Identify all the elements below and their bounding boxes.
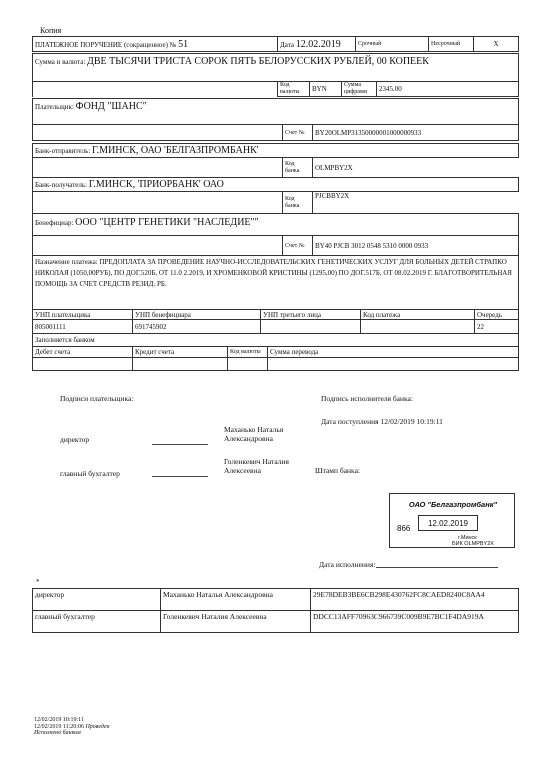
executed-date-line bbox=[376, 567, 498, 568]
stamp-city: г.Минск bbox=[458, 535, 477, 541]
third-party-unp bbox=[261, 320, 361, 334]
footer-line2-status: Проведен bbox=[85, 723, 110, 730]
amount-label: Сумма и валюта: bbox=[35, 58, 86, 66]
sender-bank-table bbox=[32, 143, 519, 178]
signer-name: Голенкевич Наталия Алексеевна bbox=[161, 611, 311, 633]
payment-code-label: Код платежа bbox=[361, 310, 475, 320]
purpose-label: Назначение платежа: bbox=[35, 258, 98, 266]
signer-role: главный бухгалтер bbox=[33, 611, 161, 633]
order-date-cell bbox=[278, 37, 356, 52]
signer-row bbox=[33, 611, 519, 633]
credit-label: Кредит счета bbox=[133, 347, 228, 358]
received-date bbox=[321, 417, 443, 426]
beneficiary-label: Бенефициар: bbox=[35, 219, 74, 227]
signer-row bbox=[33, 589, 519, 611]
date-label: Дата bbox=[280, 40, 294, 49]
beneficiary-name: ООО "ЦЕНТР ГЕНЕТИКИ "НАСЛЕДИЕ"" bbox=[75, 217, 259, 228]
non-urgent-label: Несрочный bbox=[429, 37, 474, 52]
purpose-table bbox=[32, 255, 519, 310]
amount-words: ДВЕ ТЫСЯЧИ ТРИСТА СОРОК ПЯТЬ БЕЛОРУССКИХ РУБЛЕЙ, 00 КОПЕЕК bbox=[87, 56, 429, 67]
beneficiary-unp-label: УНП бенефициара bbox=[133, 310, 261, 320]
accountant-name-line1: Голенкевич Наталия bbox=[224, 457, 289, 466]
asterisk: * bbox=[36, 578, 40, 586]
credit-value bbox=[133, 358, 228, 371]
director-signature-line bbox=[152, 444, 208, 445]
bank-fill-label: Заполняется банком bbox=[33, 334, 519, 347]
signer-role: директор bbox=[33, 589, 161, 611]
beneficiary-account-label: Счет № bbox=[283, 236, 313, 256]
sender-bank-code-label: Код банка bbox=[283, 158, 313, 178]
signer-hash: DDCC13AFF70963C966739C009B9E7BC1F4DA919A bbox=[311, 611, 519, 633]
accountant-name-line2: Алексеевна bbox=[224, 466, 261, 475]
sender-bank-label: Банк-отправитель: bbox=[35, 147, 91, 155]
beneficiary-unp: 691745902 bbox=[133, 320, 261, 334]
payer-unp-label: УНП плательщика bbox=[33, 310, 133, 320]
debit-label: Дебет счета bbox=[33, 347, 133, 358]
payer-cell bbox=[33, 99, 519, 125]
beneficiary-cell bbox=[33, 214, 519, 236]
urgent-label: Срочный bbox=[356, 37, 429, 52]
debit-value bbox=[33, 358, 133, 371]
order-title-label: ПЛАТЕЖНОЕ ПОРУЧЕНИЕ (сокращенное) № bbox=[35, 40, 177, 49]
stamp-label: Штамп банка: bbox=[315, 466, 360, 475]
received-label: Дата поступления bbox=[321, 417, 379, 426]
sender-bank-cell bbox=[33, 144, 519, 158]
receiver-bank-name: Г.МИНСК, 'ПРИОРБАНК' ОАО bbox=[88, 179, 224, 190]
sender-bank-code: OLMPBY2X bbox=[313, 158, 519, 178]
payer-account-label: Счет № bbox=[283, 125, 313, 141]
director-name bbox=[224, 425, 283, 443]
director-name-line2: Александровна bbox=[224, 434, 273, 443]
bank-fill-table bbox=[32, 333, 519, 371]
header-table bbox=[32, 36, 519, 52]
receiver-bank-label: Банк-получатель: bbox=[35, 181, 87, 189]
ids-table bbox=[32, 309, 519, 334]
bank-fill-currency-value bbox=[228, 358, 268, 371]
processing-footer bbox=[34, 717, 110, 737]
payer-name: ФОНД "ШАНС" bbox=[75, 101, 147, 112]
receiver-bank-table bbox=[32, 177, 519, 214]
sender-bank-name: Г.МИНСК, ОАО 'БЕЛГАЗПРОМБАНК' bbox=[92, 145, 259, 156]
director-label: директор bbox=[60, 435, 90, 444]
beneficiary-table bbox=[32, 213, 519, 256]
signer-hash: 29E78DEB3BE6CB298E430762FC8CAED8240C8AA4 bbox=[311, 589, 519, 611]
payer-account: BY20OLMP31350000001000000933 bbox=[313, 125, 519, 141]
payer-unp: 805001111 bbox=[33, 320, 133, 334]
footer-line1: 12/02/2019 10:19:11 bbox=[34, 717, 84, 723]
accountant-name bbox=[224, 457, 289, 475]
footer-line2-time: 12/02/2019 11:20:06 bbox=[34, 723, 84, 730]
stamp-bik: БИК OLMPBY2X bbox=[452, 541, 494, 547]
payment-code bbox=[361, 320, 475, 334]
transfer-amount-label: Сумма перевода bbox=[268, 347, 519, 358]
purpose-text-first: ПРЕДОПЛАТА ЗА ПРОВЕДЕНИЕ НАУЧНО-ИССЛЕДОВАТЕЛЬСКИХ bbox=[99, 258, 316, 266]
amount-table bbox=[32, 53, 519, 97]
purpose-cell bbox=[33, 256, 519, 310]
queue-label: Очередь bbox=[475, 310, 519, 320]
receiver-bank-code-label: Код банка bbox=[283, 192, 313, 214]
bank-stamp bbox=[389, 493, 515, 548]
accountant-label: главный бухгалтер bbox=[60, 469, 120, 478]
bank-signature-label: Подпись исполнителя банка: bbox=[321, 394, 413, 403]
payer-table bbox=[32, 98, 519, 141]
order-number: 51 bbox=[178, 38, 189, 50]
executed-date-label: Дата исполнения: bbox=[319, 560, 376, 569]
payer-label: Плательщик: bbox=[35, 103, 74, 111]
receiver-bank-code: PJCBBY2X bbox=[313, 192, 519, 214]
director-name-line1: Маханько Наталья bbox=[224, 425, 284, 434]
stamp-date: 12.02.2019 bbox=[418, 515, 478, 531]
queue-value: 22 bbox=[475, 320, 519, 334]
amount-figures-label: Сумма цифрами bbox=[342, 82, 377, 97]
transfer-amount-value bbox=[268, 358, 519, 371]
bank-fill-currency-label: Код валюты bbox=[228, 347, 268, 358]
received-value: 12/02/2019 10:19:11 bbox=[380, 417, 443, 426]
third-party-unp-label: УНП третьего лица bbox=[261, 310, 361, 320]
signers-table bbox=[32, 588, 519, 633]
receiver-bank-cell bbox=[33, 178, 519, 192]
currency-code-label: Код валюты bbox=[278, 82, 310, 97]
footer-line3: Исполнено банком bbox=[34, 730, 81, 736]
signer-name: Маханько Наталья Александровна bbox=[161, 589, 311, 611]
stamp-title: ОАО "Белгазпромбанк" bbox=[408, 500, 498, 509]
amount-words-cell bbox=[33, 54, 519, 82]
purpose-text-rest: ГЕНЕТИЧЕСКИХ УСЛУГ ДЛЯ БОЛЬНЫХ ДЕТЕЙ СТРАПКО НИКОЛАЯ (1050,00РУБ), ПО ДОГ.520Б, ОТ 11.0 2.2019, И ХРОМЕНКОВОЙ КРИСТИНЫ (1295,00) ПО ДОГ.517Б, ОТ 08.02.2019 Г. БЛАГОТВОРИТЕЛЬНАЯ ПОМОЩЬ ЗА СЧЕТ СРЕДСТВ РЕЗИД. РБ. bbox=[35, 258, 512, 288]
beneficiary-account: BY40 PJCB 3012 0548 5310 0000 0933 bbox=[313, 236, 519, 256]
accountant-signature-line bbox=[152, 476, 208, 477]
order-title bbox=[33, 37, 278, 52]
copy-label: Копия bbox=[40, 26, 62, 35]
stamp-number: 866 bbox=[397, 524, 411, 533]
currency-code: BYN bbox=[310, 82, 342, 97]
payer-signatures-label: Подписи плательщика: bbox=[60, 394, 134, 403]
urgency-mark: X bbox=[474, 37, 519, 52]
order-date: 12.02.2019 bbox=[295, 38, 341, 50]
amount-figures: 2345.00 bbox=[377, 82, 519, 97]
